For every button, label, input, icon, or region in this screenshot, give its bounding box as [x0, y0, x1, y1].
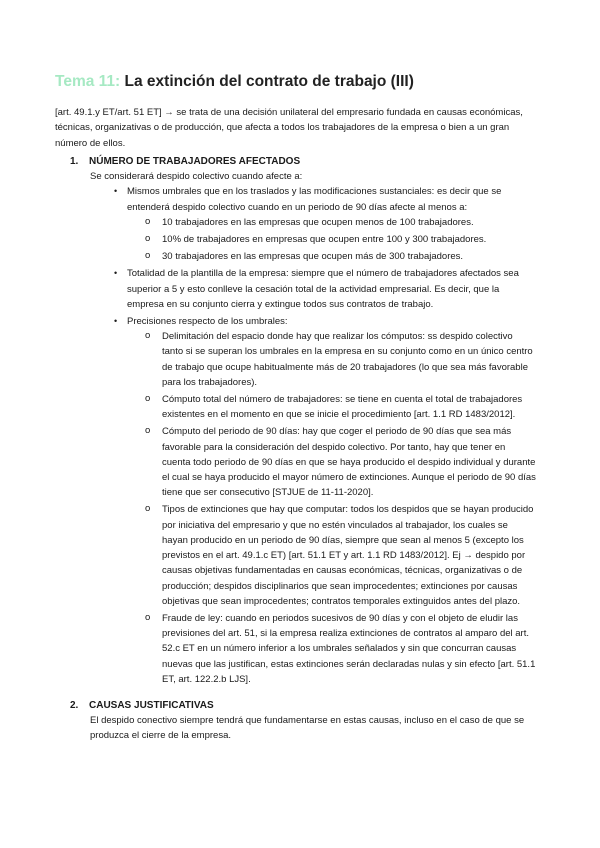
circle-bullet-icon: o: [145, 215, 151, 227]
tema-label: Tema 11:: [55, 73, 121, 90]
sublist-item: [145, 249, 536, 264]
circle-bullet-icon: o: [145, 503, 151, 515]
threshold-list: [55, 184, 536, 687]
section-2: [55, 699, 536, 743]
sublist-item: [145, 611, 536, 687]
page-title: [55, 72, 536, 92]
sublist: [127, 329, 536, 687]
section-2-text: El despido conectivo siempre tendrá que fundamentarse en estas causas, incluso en el caso de que se produzca el cierre de la empresa.: [90, 714, 525, 742]
sublist-item: [145, 329, 536, 390]
list-item: [114, 184, 536, 264]
list-item: [114, 266, 536, 312]
sublist-item: [145, 232, 536, 247]
bullet-icon: •: [114, 268, 118, 279]
list-item-text: Totalidad de la plantilla de la empresa: siempre que el número de trabajadores afectados sea superior a 5 y esto conlleve la cesación total de la actividad empresarial. Es decir, que la empresa en su conjunto cierra y extingue todos sus contratos de trabajo.: [127, 268, 519, 310]
section-1-lead: Se considerará despido colectivo cuando afecte a:: [90, 171, 303, 183]
circle-bullet-icon: o: [145, 330, 151, 342]
circle-bullet-icon: o: [145, 393, 151, 405]
sublist-item-text: Cómputo total del número de trabajadores: se tiene en cuenta el total de trabajadores existentes en el momento en que se inicie el procedimiento [art. 1.1 RD 1483/2012].: [162, 394, 523, 421]
circle-bullet-icon: o: [145, 250, 151, 262]
section-1: [55, 155, 536, 687]
section-1-title: NÚMERO DE TRABAJADORES AFECTADOS: [89, 156, 301, 168]
sublist-item: [145, 392, 536, 422]
circle-bullet-icon: o: [145, 611, 151, 623]
list-item-text: Mismos umbrales que en los traslados y las modificaciones sustanciales: es decir que se entenderá despido colectivo cuando en un periodo de 90 días afecte al menos a:: [127, 186, 502, 213]
intro-paragraph: [art. 49.1.y ET/art. 51 ET] → se trata de una decisión unilateral del empresario fundada en causas económicas, técnicas, organizativas o de producción, que afecta a todos los trabajadores de la empresa o bien a un gran número de ellos.: [55, 107, 523, 149]
list-item-text: Precisiones respecto de los umbrales:: [127, 316, 288, 328]
sublist-item-text: 30 trabajadores en las empresas que ocupen más de 300 trabajadores.: [162, 251, 464, 263]
section-1-heading: [70, 155, 536, 169]
sublist-item: [145, 502, 536, 608]
bullet-icon: •: [114, 186, 118, 197]
sublist-item-text: Cómputo del periodo de 90 días: hay que coger el periodo de 90 días que sea más favorable para la consideración del despido colectivo. Por tanto, hay que tener en cuenta todo periodo de 90 días en que se haya producido el despido individual y durante el cual se haya producido el mayor número de extinciones. Aunque el periodo de 90 días tiene que ser consecutivo [STJUE de 11-11-2020].: [162, 426, 536, 499]
circle-bullet-icon: o: [145, 233, 151, 245]
circle-bullet-icon: o: [145, 425, 151, 437]
section-2-heading: [70, 699, 536, 713]
section-1-number: 1.: [70, 156, 79, 168]
sublist-item: [145, 215, 536, 230]
bullet-icon: •: [114, 316, 118, 327]
sublist-item-text: 10 trabajadores en las empresas que ocupen menos de 100 trabajadores.: [162, 216, 474, 228]
sublist: [127, 215, 536, 265]
list-item: [114, 314, 536, 687]
sublist-item-text: Delimitación del espacio donde hay que realizar los cómputos: ss despido colectivo tanto si se superan los umbrales en la empresa en su conjunto como en un único centro de trabajo que ocupe habitualmente más de 20 trabajadores (lo que sea más favorable para los trabajadores).: [162, 331, 533, 388]
sublist-item: [145, 424, 536, 500]
sublist-item-text: Fraude de ley: cuando en periodos sucesivos de 90 días y con el objeto de eludir las previsiones del art. 51, si la empresa realiza extinciones de contratos al amparo del art. 52.c ET en un número inferior a los umbrales señalados y sin que concurran causas nuevas que las justifican, estas extinciones serán declaradas nulas y sin efecto [art. 51.1 ET, art. 122.2.b LJS].: [162, 612, 536, 685]
section-2-number: 2.: [70, 699, 79, 711]
sublist-item-text: 10% de trabajadores en empresas que ocupen entre 100 y 300 trabajadores.: [162, 234, 487, 246]
sublist-item-text: Tipos de extinciones que hay que computar: todos los despidos que se hayan producido por iniciativa del empresario y que no estén vinculados al trabajador, los cuales se hayan producido en un periodo de 90 días, siempre que sean al menos 5 (excepto los previstos en el art. 49.1.c ET) [art. 51.1 ET y art. 1.1 RD 1483/2012]. Ej → despido por causas objetivas fundamentadas en causas económicas, técnicas, organizativas o de producción; despidos disciplinarios que sean improcedentes; extinciones por causas objetivas que sean improcedentes; contratos temporales extinguidos antes del plazo.: [162, 504, 534, 607]
title-text: La extinción del contrato de trabajo (III): [124, 73, 414, 90]
section-2-title: CAUSAS JUSTIFICATIVAS: [89, 699, 214, 711]
